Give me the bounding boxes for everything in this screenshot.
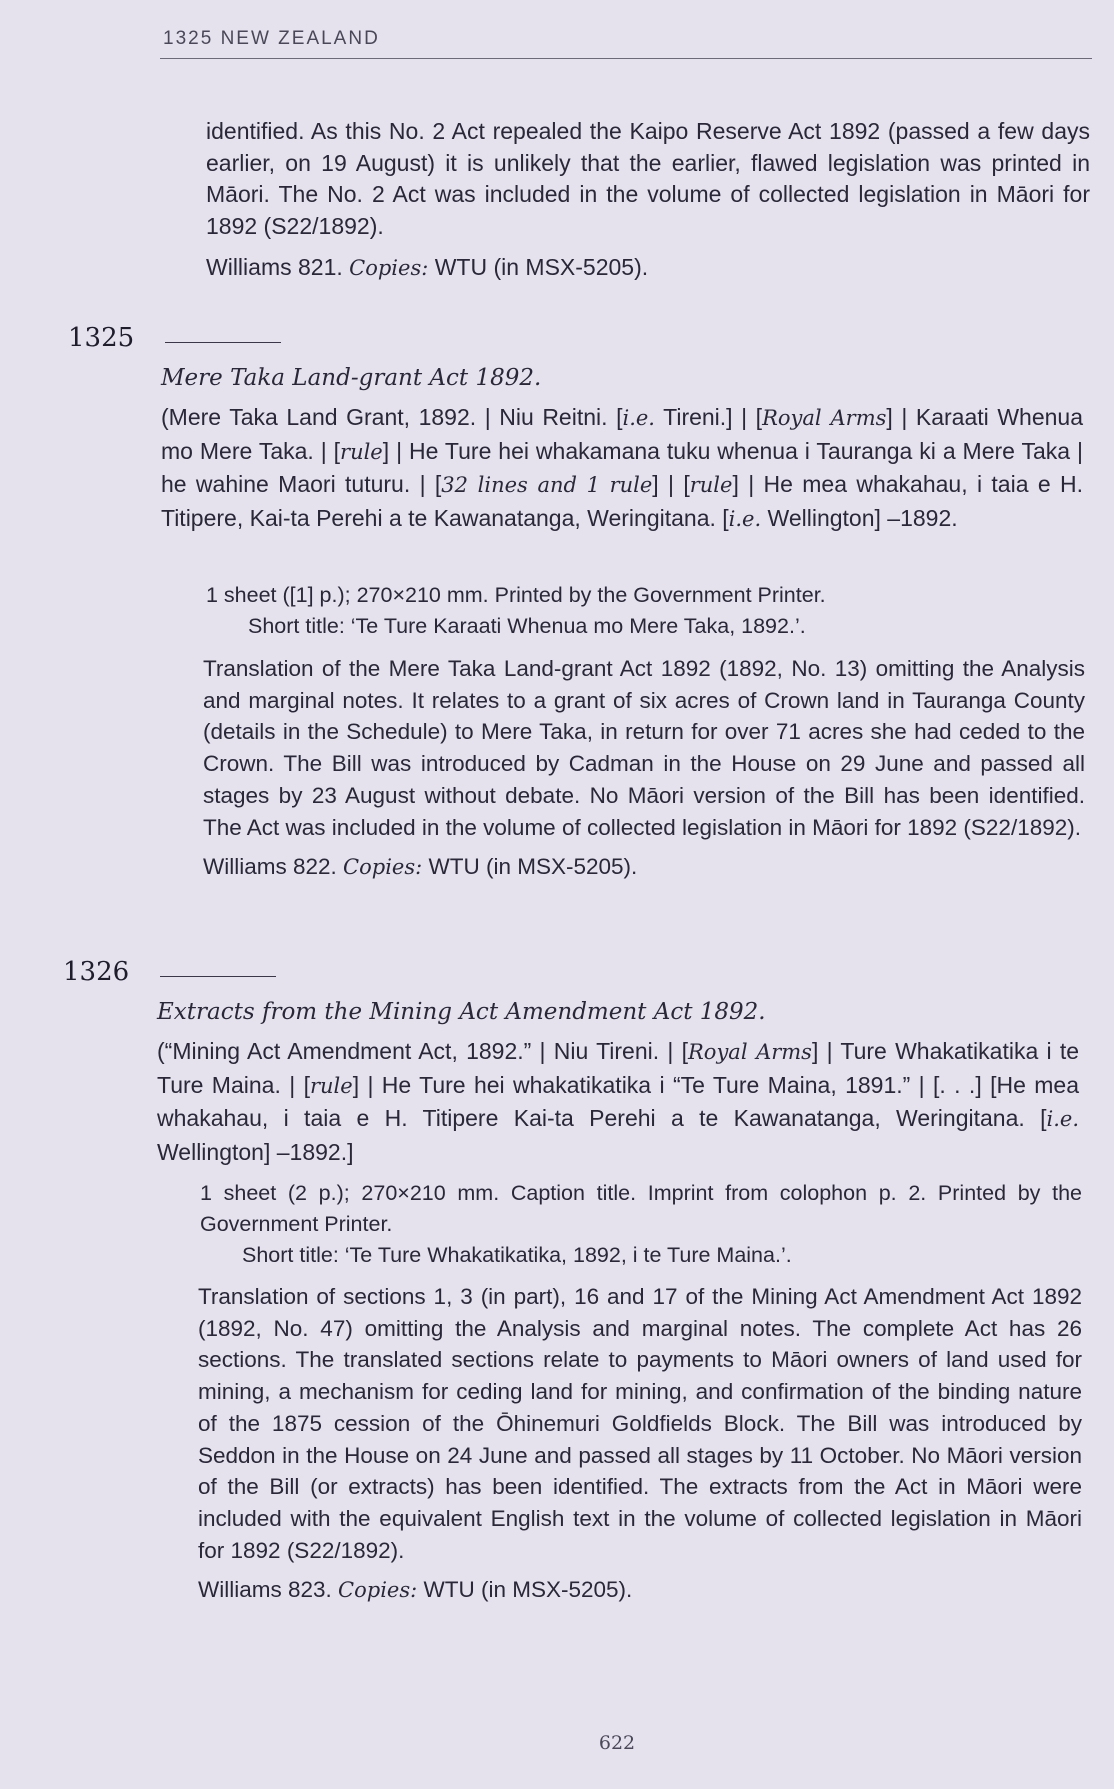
- entry-citation: [198, 1574, 1082, 1607]
- continuation-text: identified. As this No. 2 Act repealed the Kaipo Reserve Act 1892 (passed a few days earlier, on 19 August) it is unlikely that the earlier, flawed legislation was printed in Māori. The No. 2 Act was included in the volume of collected legislation in Māori for 1892 (S22/1892).: [206, 118, 1090, 239]
- entry-citation: [203, 851, 1085, 884]
- continuation-citation: [206, 252, 1090, 285]
- copies-label: Copies:: [349, 256, 429, 280]
- entry-note: [203, 653, 1085, 884]
- entry-physical-description: [200, 1178, 1082, 1271]
- entry-dash: [165, 342, 281, 343]
- copies-value: WTU (in MSX-5205).: [428, 854, 638, 880]
- citation-source: Williams 823.: [198, 1577, 332, 1603]
- copies-label: Copies:: [338, 1578, 418, 1603]
- page-number: 622: [598, 1732, 636, 1754]
- physical-description: 1 sheet ([1] p.); 270×210 mm. Printed by the Government Printer.: [206, 583, 826, 607]
- note-text: Translation of the Mere Taka Land-grant Act 1892 (1892, No. 13) omitting the Analysis and marginal notes. It relates to a grant of six acres of Crown land in Tauranga County (details in the Schedule) to Mere Taka, in return for over 71 acres she had ceded to the Crown. The Bill was introduced by Cadman in the House on 29 June and passed all stages by 23 August without debate. No Māori version of the Bill has been identified. The Act was included in the volume of collected legislation in Māori for 1892 (S22/1892).: [203, 656, 1085, 840]
- entry-number: 1326: [63, 957, 130, 987]
- running-head-country: NEW ZEALAND: [220, 28, 380, 49]
- running-head-number: 1325: [163, 28, 214, 49]
- entry-title: Mere Taka Land-grant Act 1892.: [161, 365, 542, 391]
- note-text: Translation of sections 1, 3 (in part), 16 and 17 of the Mining Act Amendment Act 1892 (1892, No. 47) omitting the Analysis and marginal notes. The complete Act has 26 sections. The translated sections relate to payments to Māori owners of land used for mining, a mechanism for ceding land for mining, and confirmation of the binding nature of the 1875 cession of the Ōhinemuri Goldfields Block. The Bill was introduced by Seddon in the House on 24 June and passed all stages by 11 October. No Māori version of the Bill (or extracts) has been identified. The extracts from the Act in Māori were included with the equivalent English text in the volume of collected legislation in Māori for 1892 (S22/1892).: [198, 1284, 1082, 1563]
- entry-dash: [160, 976, 276, 977]
- citation-source: Williams 821.: [206, 254, 343, 280]
- entry-note: [198, 1281, 1082, 1607]
- entry-number: 1325: [68, 323, 135, 353]
- copies-value: WTU (in MSX-5205).: [434, 254, 649, 280]
- copies-label: Copies:: [343, 855, 423, 880]
- short-title: Short title: ‘Te Ture Karaati Whenua mo Mere Taka, 1892.’.: [248, 614, 806, 638]
- physical-description: 1 sheet (2 p.); 270×210 mm. Caption title. Imprint from colophon p. 2. Printed by the Government Printer.: [200, 1181, 1082, 1236]
- copies-value: WTU (in MSX-5205).: [423, 1577, 633, 1603]
- entry-title: Extracts from the Mining Act Amendment Act 1892.: [157, 999, 766, 1025]
- entry-physical-description: [206, 580, 1084, 642]
- previous-entry-continuation: [206, 116, 1090, 285]
- short-title: Short title: ‘Te Ture Whakatikatika, 1892, i te Ture Maina.’.: [242, 1243, 792, 1267]
- running-head: [163, 28, 380, 50]
- entry-transcription: (Mere Taka Land Grant, 1892. | Niu Reitni. [i.e. Tireni.] | [Royal Arms] | Karaati Whenua mo Mere Taka. | [rule] | He Ture hei whakamana tuku whenua i Tauranga ki a Mere Taka | he wahine Maori tuturu. | [32 lines and 1 rule] | [rule] | He mea whakahau, i taia e H. Titipere, Kai-ta Perehi a te Kawanatanga, Weringitana. [i.e. Wellington] –1892.: [161, 404, 1084, 531]
- citation-source: Williams 822.: [203, 854, 337, 880]
- entry-transcription: (“Mining Act Amendment Act, 1892.” | Niu Tireni. | [Royal Arms] | Ture Whakatikatika i te Ture Maina. | [rule] | He Ture hei whakatikatika i “Te Ture Maina, 1891.” | [. . .] [He mea whakahau, i taia e H. Titipere Kai-ta Perehi a te Kawanatanga, Weringitana. [i.e. Wellington] –1892.]: [157, 1038, 1080, 1165]
- header-rule: [160, 58, 1092, 59]
